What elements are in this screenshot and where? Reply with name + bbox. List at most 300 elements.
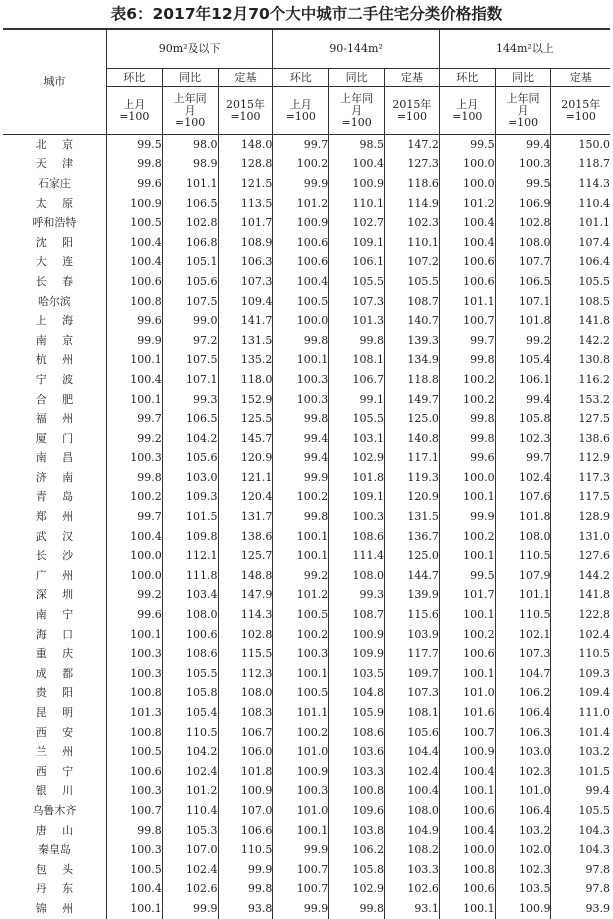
table-body bbox=[3, 135, 610, 919]
table-row bbox=[3, 351, 610, 371]
index-value: 100.6 bbox=[273, 233, 329, 253]
index-value: 99.4 bbox=[495, 135, 551, 155]
index-value: 107.3 bbox=[329, 292, 385, 312]
city-label: 深圳 bbox=[35, 588, 89, 602]
index-value: 100.1 bbox=[273, 351, 329, 371]
index-value: 106.4 bbox=[495, 801, 551, 821]
table-row bbox=[3, 507, 610, 527]
index-value: 100.3 bbox=[495, 155, 551, 175]
index-value: 101.6 bbox=[439, 703, 495, 723]
index-value: 110.4 bbox=[162, 801, 218, 821]
subheader-yoy: 同比 bbox=[329, 69, 385, 87]
index-value: 141.7 bbox=[218, 311, 273, 331]
index-value: 99.9 bbox=[273, 174, 329, 194]
index-value: 101.3 bbox=[106, 703, 162, 723]
index-value: 102.4 bbox=[495, 468, 551, 488]
index-value: 108.0 bbox=[385, 801, 440, 821]
index-value: 103.0 bbox=[495, 742, 551, 762]
index-value: 102.4 bbox=[385, 762, 440, 782]
index-value: 100.9 bbox=[495, 899, 551, 919]
index-value: 100.1 bbox=[106, 351, 162, 371]
index-value: 102.8 bbox=[218, 625, 273, 645]
index-value: 105.8 bbox=[162, 684, 218, 704]
index-value: 108.9 bbox=[218, 233, 273, 253]
table-row bbox=[3, 194, 610, 214]
index-value: 99.2 bbox=[273, 566, 329, 586]
index-value: 99.4 bbox=[495, 390, 551, 410]
index-value: 100.7 bbox=[439, 311, 495, 331]
index-value: 108.0 bbox=[162, 605, 218, 625]
city-name bbox=[3, 449, 106, 469]
index-value: 107.6 bbox=[495, 488, 551, 508]
table-row bbox=[3, 155, 610, 175]
city-name bbox=[3, 546, 106, 566]
index-value: 99.5 bbox=[439, 566, 495, 586]
index-value: 100.2 bbox=[439, 390, 495, 410]
index-value: 99.8 bbox=[273, 507, 329, 527]
index-value: 107.3 bbox=[495, 644, 551, 664]
index-value: 103.5 bbox=[329, 664, 385, 684]
index-value: 100.5 bbox=[273, 292, 329, 312]
table-row bbox=[3, 664, 610, 684]
city-label: 宁波 bbox=[35, 372, 89, 386]
index-value: 100.4 bbox=[106, 233, 162, 253]
index-value: 135.2 bbox=[218, 351, 273, 371]
index-value: 105.5 bbox=[551, 272, 610, 292]
index-value: 102.8 bbox=[162, 213, 218, 233]
index-value: 117.1 bbox=[385, 449, 440, 469]
index-value: 100.6 bbox=[439, 272, 495, 292]
index-value: 100.4 bbox=[106, 527, 162, 547]
index-value: 106.5 bbox=[162, 409, 218, 429]
index-value: 110.1 bbox=[385, 233, 440, 253]
table-header bbox=[3, 29, 610, 135]
index-value: 100.3 bbox=[273, 370, 329, 390]
index-value: 111.8 bbox=[162, 566, 218, 586]
index-value: 142.2 bbox=[551, 331, 610, 351]
index-value: 106.4 bbox=[495, 703, 551, 723]
index-value: 100.4 bbox=[439, 213, 495, 233]
table-row bbox=[3, 272, 610, 292]
index-value: 100.0 bbox=[106, 546, 162, 566]
index-value: 102.6 bbox=[162, 880, 218, 900]
index-value: 102.4 bbox=[162, 762, 218, 782]
index-value: 97.8 bbox=[551, 860, 610, 880]
table-row bbox=[3, 449, 610, 469]
index-value: 106.3 bbox=[495, 723, 551, 743]
subheader-mom: 环比 bbox=[273, 69, 329, 87]
index-value: 114.3 bbox=[551, 174, 610, 194]
subheader-yoy: 同比 bbox=[495, 69, 551, 87]
index-value: 93.1 bbox=[385, 899, 440, 919]
index-value: 108.0 bbox=[495, 233, 551, 253]
index-value: 141.8 bbox=[551, 586, 610, 606]
index-value: 100.4 bbox=[329, 155, 385, 175]
city-name bbox=[3, 429, 106, 449]
table-row bbox=[3, 468, 610, 488]
index-value: 106.7 bbox=[329, 370, 385, 390]
index-value: 100.6 bbox=[439, 880, 495, 900]
index-value: 140.8 bbox=[385, 429, 440, 449]
index-value: 111.0 bbox=[551, 703, 610, 723]
index-value: 99.2 bbox=[106, 586, 162, 606]
index-value: 102.7 bbox=[329, 213, 385, 233]
index-value: 99.6 bbox=[439, 449, 495, 469]
group-header-medium: 90-144m² bbox=[273, 29, 439, 69]
index-value: 109.8 bbox=[162, 527, 218, 547]
index-value: 117.7 bbox=[385, 644, 440, 664]
index-value: 100.8 bbox=[106, 684, 162, 704]
index-value: 108.0 bbox=[218, 684, 273, 704]
index-value: 100.3 bbox=[106, 644, 162, 664]
index-value: 107.1 bbox=[495, 292, 551, 312]
index-value: 109.4 bbox=[551, 684, 610, 704]
index-value: 102.1 bbox=[495, 625, 551, 645]
index-value: 107.3 bbox=[385, 684, 440, 704]
index-value: 99.8 bbox=[106, 821, 162, 841]
city-name bbox=[3, 194, 106, 214]
city-label: 成都 bbox=[35, 666, 89, 680]
index-value: 99.5 bbox=[439, 135, 495, 155]
index-value: 109.1 bbox=[329, 488, 385, 508]
index-value: 107.1 bbox=[162, 370, 218, 390]
index-value: 108.1 bbox=[385, 703, 440, 723]
index-value: 105.8 bbox=[329, 860, 385, 880]
index-value: 108.7 bbox=[329, 605, 385, 625]
index-value: 105.4 bbox=[162, 703, 218, 723]
page-title: 表6：2017年12月70个大中城市二手住宅分类价格指数 bbox=[110, 5, 503, 23]
table-row bbox=[3, 840, 610, 860]
city-label: 包头 bbox=[35, 862, 89, 876]
index-value: 127.3 bbox=[385, 155, 440, 175]
index-value: 110.5 bbox=[218, 840, 273, 860]
index-value: 98.5 bbox=[329, 135, 385, 155]
city-name bbox=[3, 174, 106, 194]
index-value: 138.6 bbox=[551, 429, 610, 449]
index-value: 115.5 bbox=[218, 644, 273, 664]
index-value: 100.1 bbox=[439, 605, 495, 625]
index-value: 148.0 bbox=[218, 135, 273, 155]
city-name bbox=[3, 801, 106, 821]
subheader-yoy: 同比 bbox=[162, 69, 218, 87]
index-value: 101.5 bbox=[551, 762, 610, 782]
city-label: 南宁 bbox=[35, 608, 89, 622]
city-label: 青岛 bbox=[35, 490, 89, 504]
index-value: 99.6 bbox=[106, 174, 162, 194]
index-value: 100.7 bbox=[273, 880, 329, 900]
index-value: 100.4 bbox=[106, 880, 162, 900]
index-value: 100.1 bbox=[106, 625, 162, 645]
city-label: 西宁 bbox=[35, 764, 89, 778]
index-value: 100.8 bbox=[106, 292, 162, 312]
base-label-mom: 上月 =100 bbox=[273, 87, 329, 135]
index-value: 102.3 bbox=[385, 213, 440, 233]
index-value: 114.9 bbox=[385, 194, 440, 214]
index-value: 140.7 bbox=[385, 311, 440, 331]
index-value: 100.3 bbox=[106, 840, 162, 860]
index-value: 120.4 bbox=[218, 488, 273, 508]
index-value: 99.9 bbox=[218, 860, 273, 880]
index-value: 99.7 bbox=[495, 449, 551, 469]
city-name bbox=[3, 390, 106, 410]
index-value: 100.9 bbox=[439, 742, 495, 762]
city-label: 南京 bbox=[35, 333, 89, 347]
index-value: 109.1 bbox=[329, 233, 385, 253]
index-value: 127.6 bbox=[551, 546, 610, 566]
index-value: 145.7 bbox=[218, 429, 273, 449]
city-name bbox=[3, 664, 106, 684]
city-name bbox=[3, 586, 106, 606]
index-value: 102.0 bbox=[495, 840, 551, 860]
index-value: 102.3 bbox=[495, 860, 551, 880]
index-value: 100.5 bbox=[273, 684, 329, 704]
city-label: 北京 bbox=[35, 137, 89, 151]
index-value: 112.3 bbox=[218, 664, 273, 684]
index-value: 103.8 bbox=[329, 821, 385, 841]
table-row bbox=[3, 546, 610, 566]
price-index-table bbox=[3, 28, 610, 919]
index-value: 100.0 bbox=[439, 174, 495, 194]
index-value: 110.5 bbox=[495, 605, 551, 625]
index-value: 110.5 bbox=[162, 723, 218, 743]
index-value: 103.5 bbox=[495, 880, 551, 900]
city-column-header: 城市 bbox=[3, 29, 106, 135]
index-value: 99.5 bbox=[106, 135, 162, 155]
index-value: 93.9 bbox=[551, 899, 610, 919]
index-value: 106.2 bbox=[329, 840, 385, 860]
index-value: 117.3 bbox=[551, 468, 610, 488]
index-value: 100.5 bbox=[273, 605, 329, 625]
index-value: 108.3 bbox=[218, 703, 273, 723]
index-value: 128.8 bbox=[218, 155, 273, 175]
index-value: 106.9 bbox=[495, 194, 551, 214]
city-name bbox=[3, 625, 106, 645]
city-name bbox=[3, 644, 106, 664]
city-name bbox=[3, 723, 106, 743]
city-label: 兰州 bbox=[35, 745, 89, 759]
index-value: 107.0 bbox=[218, 801, 273, 821]
table-row bbox=[3, 605, 610, 625]
index-value: 100.0 bbox=[439, 840, 495, 860]
city-label: 济南 bbox=[35, 470, 89, 484]
city-label: 长沙 bbox=[35, 549, 89, 563]
index-value: 100.1 bbox=[439, 782, 495, 802]
city-name bbox=[3, 253, 106, 273]
index-value: 99.8 bbox=[106, 468, 162, 488]
index-value: 110.4 bbox=[551, 194, 610, 214]
city-name bbox=[3, 821, 106, 841]
index-value: 100.2 bbox=[106, 488, 162, 508]
index-value: 104.2 bbox=[162, 429, 218, 449]
index-value: 117.5 bbox=[551, 488, 610, 508]
index-value: 100.3 bbox=[106, 782, 162, 802]
index-value: 108.6 bbox=[329, 723, 385, 743]
subheader-fixed: 定基 bbox=[218, 69, 273, 87]
index-value: 99.8 bbox=[329, 899, 385, 919]
city-name bbox=[3, 605, 106, 625]
index-value: 118.7 bbox=[551, 155, 610, 175]
table-row bbox=[3, 331, 610, 351]
index-value: 101.5 bbox=[162, 507, 218, 527]
index-value: 100.5 bbox=[106, 860, 162, 880]
index-value: 104.2 bbox=[162, 742, 218, 762]
city-label: 天津 bbox=[35, 157, 89, 171]
index-value: 101.1 bbox=[551, 213, 610, 233]
city-label: 锦州 bbox=[35, 901, 89, 915]
index-value: 100.2 bbox=[273, 155, 329, 175]
subheader-mom: 环比 bbox=[106, 69, 162, 87]
index-value: 108.2 bbox=[385, 840, 440, 860]
index-value: 100.4 bbox=[439, 762, 495, 782]
index-value: 100.1 bbox=[273, 546, 329, 566]
index-value: 104.4 bbox=[385, 742, 440, 762]
index-value: 101.0 bbox=[273, 742, 329, 762]
base-label-fixed: 2015年 =100 bbox=[551, 87, 610, 135]
index-value: 100.7 bbox=[439, 723, 495, 743]
index-value: 99.4 bbox=[273, 429, 329, 449]
index-value: 99.8 bbox=[273, 409, 329, 429]
index-value: 99.6 bbox=[106, 605, 162, 625]
index-value: 101.4 bbox=[551, 723, 610, 743]
city-name bbox=[3, 351, 106, 371]
city-name bbox=[3, 311, 106, 331]
index-value: 104.3 bbox=[551, 840, 610, 860]
index-value: 131.5 bbox=[385, 507, 440, 527]
index-value: 100.3 bbox=[273, 390, 329, 410]
table-row bbox=[3, 390, 610, 410]
index-value: 100.1 bbox=[106, 390, 162, 410]
index-value: 103.2 bbox=[495, 821, 551, 841]
index-value: 100.6 bbox=[439, 644, 495, 664]
index-value: 113.5 bbox=[218, 194, 273, 214]
index-value: 93.8 bbox=[218, 899, 273, 919]
index-value: 99.5 bbox=[495, 174, 551, 194]
index-value: 106.2 bbox=[495, 684, 551, 704]
city-name bbox=[3, 213, 106, 233]
index-value: 101.1 bbox=[273, 703, 329, 723]
city-label: 合肥 bbox=[35, 392, 89, 406]
index-value: 100.0 bbox=[439, 155, 495, 175]
index-value: 101.1 bbox=[439, 292, 495, 312]
index-value: 100.7 bbox=[106, 801, 162, 821]
city-label: 重庆 bbox=[35, 647, 89, 661]
city-name bbox=[3, 703, 106, 723]
index-value: 107.3 bbox=[218, 272, 273, 292]
index-value: 99.0 bbox=[162, 311, 218, 331]
index-value: 107.2 bbox=[385, 253, 440, 273]
city-name bbox=[3, 233, 106, 253]
table-row bbox=[3, 527, 610, 547]
index-value: 121.1 bbox=[218, 468, 273, 488]
group-header-small: 90m²及以下 bbox=[106, 29, 272, 69]
index-value: 99.8 bbox=[439, 351, 495, 371]
table-row bbox=[3, 899, 610, 919]
index-value: 109.3 bbox=[551, 664, 610, 684]
index-value: 100.4 bbox=[385, 782, 440, 802]
index-value: 105.5 bbox=[385, 272, 440, 292]
index-value: 101.0 bbox=[439, 684, 495, 704]
index-value: 100.4 bbox=[106, 370, 162, 390]
index-value: 105.5 bbox=[329, 272, 385, 292]
city-label: 福州 bbox=[35, 412, 89, 426]
index-value: 106.1 bbox=[495, 370, 551, 390]
index-value: 125.0 bbox=[385, 409, 440, 429]
index-value: 130.8 bbox=[551, 351, 610, 371]
index-value: 106.6 bbox=[218, 821, 273, 841]
index-value: 105.9 bbox=[329, 703, 385, 723]
index-value: 101.1 bbox=[162, 174, 218, 194]
index-value: 111.4 bbox=[329, 546, 385, 566]
index-value: 118.8 bbox=[385, 370, 440, 390]
index-value: 102.8 bbox=[495, 213, 551, 233]
index-value: 100.1 bbox=[439, 664, 495, 684]
index-value: 105.6 bbox=[385, 723, 440, 743]
index-value: 99.8 bbox=[106, 155, 162, 175]
index-value: 100.4 bbox=[439, 821, 495, 841]
index-value: 131.7 bbox=[218, 507, 273, 527]
index-value: 107.0 bbox=[162, 840, 218, 860]
table-row bbox=[3, 860, 610, 880]
index-value: 108.7 bbox=[385, 292, 440, 312]
table-row bbox=[3, 586, 610, 606]
table-row bbox=[3, 703, 610, 723]
index-value: 102.3 bbox=[495, 762, 551, 782]
index-value: 100.6 bbox=[106, 762, 162, 782]
city-label: 贵阳 bbox=[35, 686, 89, 700]
index-value: 101.2 bbox=[439, 194, 495, 214]
index-value: 110.5 bbox=[551, 644, 610, 664]
index-value: 105.5 bbox=[329, 409, 385, 429]
index-value: 99.7 bbox=[106, 507, 162, 527]
index-value: 108.1 bbox=[329, 351, 385, 371]
index-value: 131.0 bbox=[551, 527, 610, 547]
index-value: 108.6 bbox=[329, 527, 385, 547]
index-value: 102.6 bbox=[385, 880, 440, 900]
index-value: 98.9 bbox=[162, 155, 218, 175]
index-value: 139.3 bbox=[385, 331, 440, 351]
city-label: 呼和浩特 bbox=[32, 216, 77, 230]
index-value: 100.2 bbox=[439, 527, 495, 547]
index-value: 107.7 bbox=[495, 253, 551, 273]
city-name bbox=[3, 292, 106, 312]
index-value: 103.9 bbox=[385, 625, 440, 645]
city-name bbox=[3, 507, 106, 527]
table-row bbox=[3, 566, 610, 586]
index-value: 101.2 bbox=[162, 782, 218, 802]
city-name bbox=[3, 488, 106, 508]
table-row bbox=[3, 233, 610, 253]
index-value: 100.2 bbox=[273, 723, 329, 743]
index-value: 106.5 bbox=[495, 272, 551, 292]
table-row bbox=[3, 762, 610, 782]
index-value: 101.1 bbox=[495, 586, 551, 606]
index-value: 121.5 bbox=[218, 174, 273, 194]
table-row bbox=[3, 253, 610, 273]
index-value: 99.7 bbox=[273, 135, 329, 155]
index-value: 100.6 bbox=[106, 272, 162, 292]
index-value: 139.9 bbox=[385, 586, 440, 606]
city-label: 太原 bbox=[35, 196, 89, 210]
index-value: 118.0 bbox=[218, 370, 273, 390]
index-value: 100.5 bbox=[106, 742, 162, 762]
index-value: 106.4 bbox=[551, 253, 610, 273]
index-value: 100.3 bbox=[106, 449, 162, 469]
index-value: 101.2 bbox=[273, 194, 329, 214]
index-value: 101.2 bbox=[273, 586, 329, 606]
index-value: 108.6 bbox=[162, 644, 218, 664]
table-row bbox=[3, 135, 610, 155]
base-label-yoy: 上年同 月 =100 bbox=[329, 87, 385, 135]
